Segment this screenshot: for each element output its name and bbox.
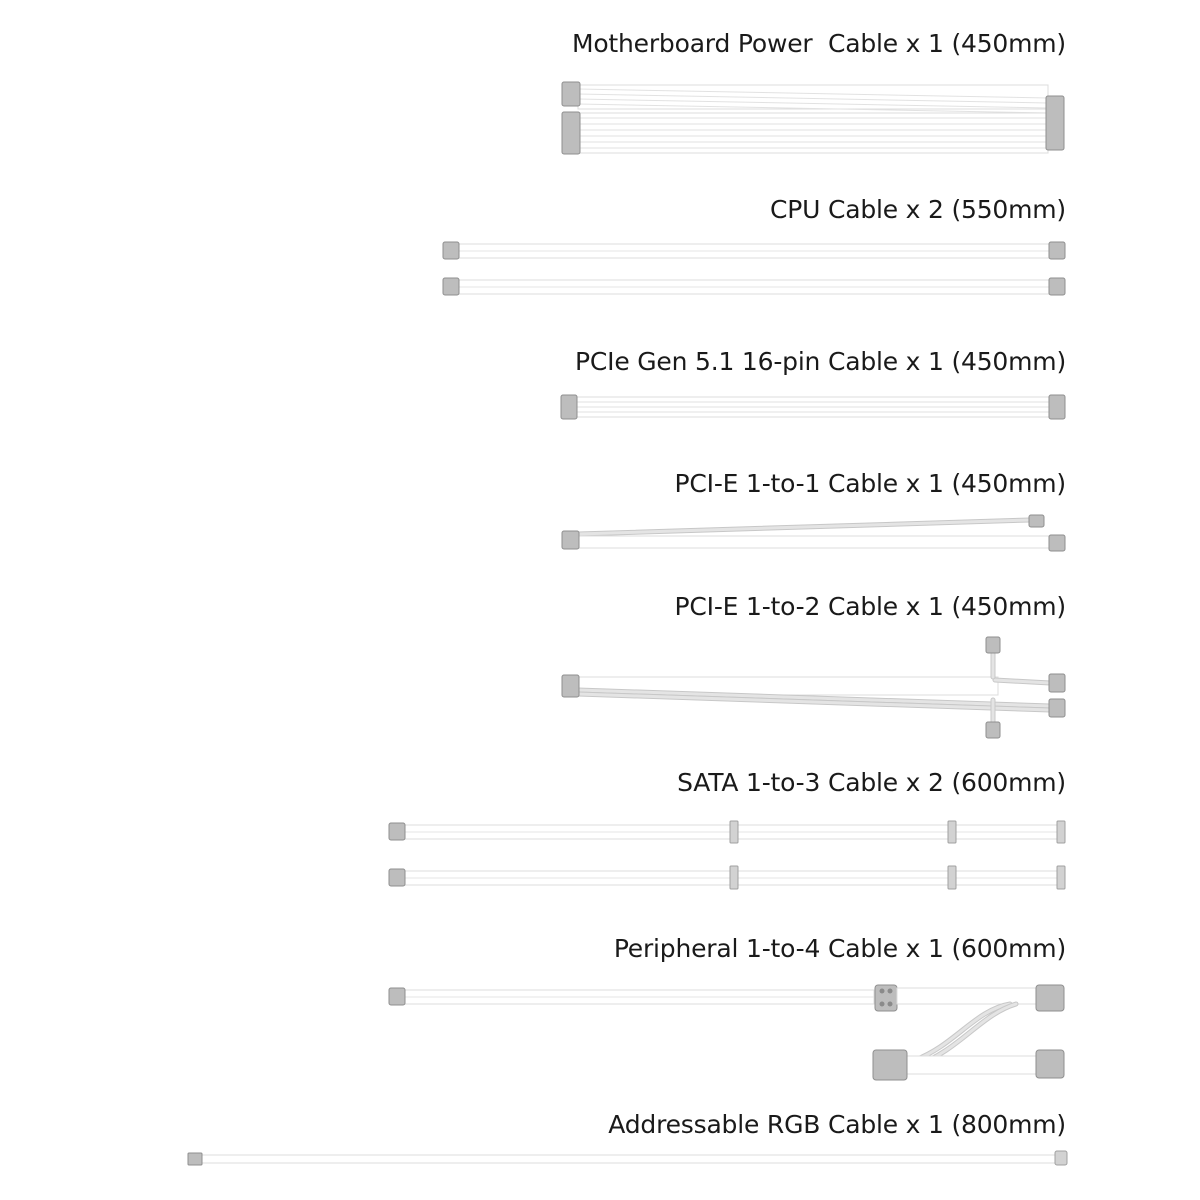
peripheral-cable-image (389, 985, 1064, 1080)
cable-label-peripheral: Peripheral 1-to-4 Cable x 1 (600mm) (613, 934, 1066, 963)
cpu-cable-image (443, 242, 1065, 295)
cable-label-motherboard: Motherboard Power Cable x 1 (450mm) (571, 29, 1066, 58)
sata-cable-image (389, 821, 1065, 889)
cable-label-pcie-1to1: PCI-E 1-to-1 Cable x 1 (450mm) (674, 469, 1066, 498)
cable-label-pcie-gen5: PCIe Gen 5.1 16-pin Cable x 1 (450mm) (575, 347, 1066, 376)
pcie-1to1-cable-image (562, 515, 1065, 551)
motherboard-cable-image (562, 82, 1064, 154)
cable-label-sata: SATA 1-to-3 Cable x 2 (600mm) (677, 768, 1066, 797)
pcie-1to2-cable-image (562, 637, 1065, 738)
pcie-gen5-cable-image (561, 395, 1065, 419)
cable-label-cpu: CPU Cable x 2 (550mm) (769, 195, 1066, 224)
cable-label-pcie-1to2: PCI-E 1-to-2 Cable x 1 (450mm) (674, 592, 1066, 621)
argb-cable-image (188, 1151, 1067, 1165)
cable-label-argb: Addressable RGB Cable x 1 (800mm) (608, 1110, 1066, 1139)
